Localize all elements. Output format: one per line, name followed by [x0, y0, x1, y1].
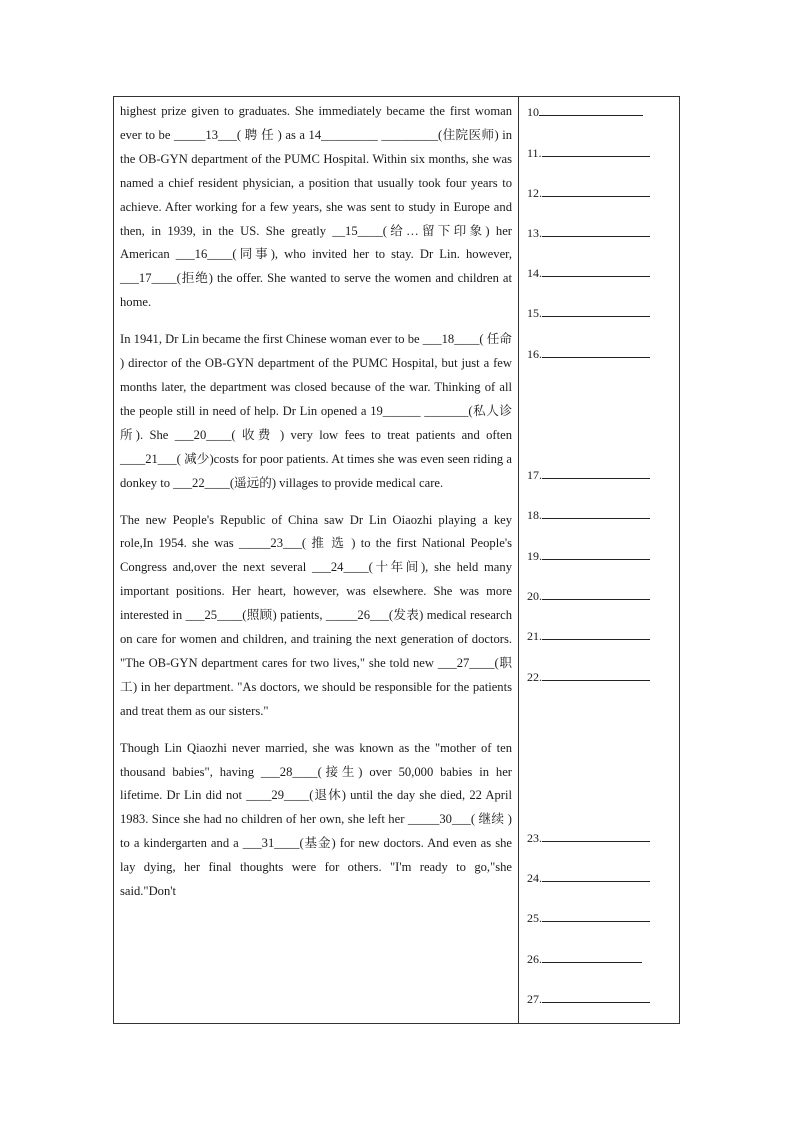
answer-blank — [542, 992, 650, 1003]
answer-line — [527, 952, 642, 967]
answer-line — [527, 549, 650, 564]
answer-blank — [542, 670, 650, 681]
answer-blank — [542, 186, 650, 197]
paragraph-text: In 1941, Dr Lin became the first Chinese woman ever to be ___18____( 任命 ) director of the OB-GYN department of the PUMC Hospital, but just a few months later, the department was closed because of the war. Thinking of all the people still in need of help. Dr Lin opened a 19______ _______(私人诊所). She ___20____( 收费 ) very low fees to treat patients and often ____21___( 减少)costs for poor patients. At times she was even seen riding a donkey to ___22____(遥远的) villages to provide medical care. — [120, 332, 512, 490]
answer-number: 18. — [527, 508, 542, 522]
answer-number: 24. — [527, 871, 542, 885]
answer-blank — [542, 911, 650, 922]
answer-number: 25. — [527, 911, 542, 925]
answer-number: 12. — [527, 186, 542, 200]
answer-number: 22. — [527, 670, 542, 684]
answer-blank — [542, 306, 650, 317]
answer-blank — [542, 549, 650, 560]
answer-line — [527, 306, 650, 321]
answer-blank — [542, 952, 642, 963]
passage-column — [120, 100, 512, 917]
answer-number: 16. — [527, 347, 542, 361]
answer-number: 14. — [527, 266, 542, 280]
answer-number: 13. — [527, 226, 542, 240]
answer-number: 23. — [527, 831, 542, 845]
answer-blank — [542, 226, 650, 237]
answer-line — [527, 186, 650, 201]
answer-number: 21. — [527, 629, 542, 643]
answer-line — [527, 911, 650, 926]
answer-column — [524, 97, 674, 1023]
answer-blank — [539, 105, 643, 116]
passage-paragraph-3 — [120, 509, 512, 724]
column-divider — [518, 97, 519, 1023]
answer-number: 11. — [527, 146, 542, 160]
answer-blank — [542, 508, 650, 519]
passage-paragraph-1 — [120, 100, 512, 315]
answer-line — [527, 266, 650, 281]
answer-number: 20. — [527, 589, 542, 603]
worksheet-table — [113, 96, 680, 1024]
answer-number: 10 — [527, 105, 539, 119]
answer-blank — [542, 266, 650, 277]
passage-paragraph-2 — [120, 328, 512, 495]
answer-blank — [542, 347, 650, 358]
answer-number: 27. — [527, 992, 542, 1006]
answer-number: 19. — [527, 549, 542, 563]
answer-number: 15. — [527, 306, 542, 320]
answer-line — [527, 831, 650, 846]
answer-line — [527, 871, 650, 886]
paragraph-text: The new People's Republic of China saw Dr Lin Oiaozhi playing a key role,In 1954. she was _____23___( 推 选 ) to the first National People's Congress and,over the next several ___24____(十年间), she held many important positions. Her heart, however, was elsewhere. She was more interested in ___25____(照顾) patients, _____26___(发表) medical research on care for women and children, and training the next generation of doctors. "The OB-GYN department cares for two lives," she told new ___27____(职工) in her department. "As doctors, we should be responsible for the patients and treat them as our sisters." — [120, 512, 512, 718]
answer-line — [527, 347, 650, 362]
answer-number: 17. — [527, 468, 542, 482]
answer-line — [527, 508, 650, 523]
answer-blank — [542, 629, 650, 640]
answer-line — [527, 468, 650, 483]
answer-line — [527, 670, 650, 685]
answer-blank — [542, 468, 650, 479]
answer-number: 26. — [527, 952, 542, 966]
answer-line — [527, 589, 650, 604]
answer-line — [527, 629, 650, 644]
answer-blank — [542, 831, 650, 842]
paragraph-text: highest prize given to graduates. She immediately became the first woman ever to be _____13___( 聘 任 ) as a 14_________ _________(住院医师) in the OB-GYN department of the PUMC Hospital. Within six months, she was named a chief resident physician, a position that usually took four years to achieve. After working for a few years, she was sent to study in Europe and then, in 1939, in the US. She greatly __15____(给…留下印象) her American ___16____(同事), who invited her to stay. Dr Lin. however, ___17____(拒绝) the offer. She wanted to serve the women and children at home. — [120, 104, 512, 310]
answer-line — [527, 992, 650, 1007]
answer-line — [527, 146, 650, 161]
answer-blank — [542, 871, 650, 882]
passage-paragraph-4 — [120, 737, 512, 904]
paragraph-text: Though Lin Qiaozhi never married, she was known as the "mother of ten thousand babies", having ___28____(接生) over 50,000 babies in her lifetime. Dr Lin did not ____29____(退休) until the day she died, 22 April 1983. Since she had no children of her own, she left her _____30___( 继续 ) to a kindergarten and a ___31____(基金) for new doctors. And even as she lay dying, her final thoughts were for others. "I'm ready to go,"she said."Don't — [120, 740, 512, 899]
answer-blank — [542, 589, 650, 600]
answer-blank — [542, 146, 650, 157]
answer-line — [527, 105, 643, 120]
answer-line — [527, 226, 650, 241]
